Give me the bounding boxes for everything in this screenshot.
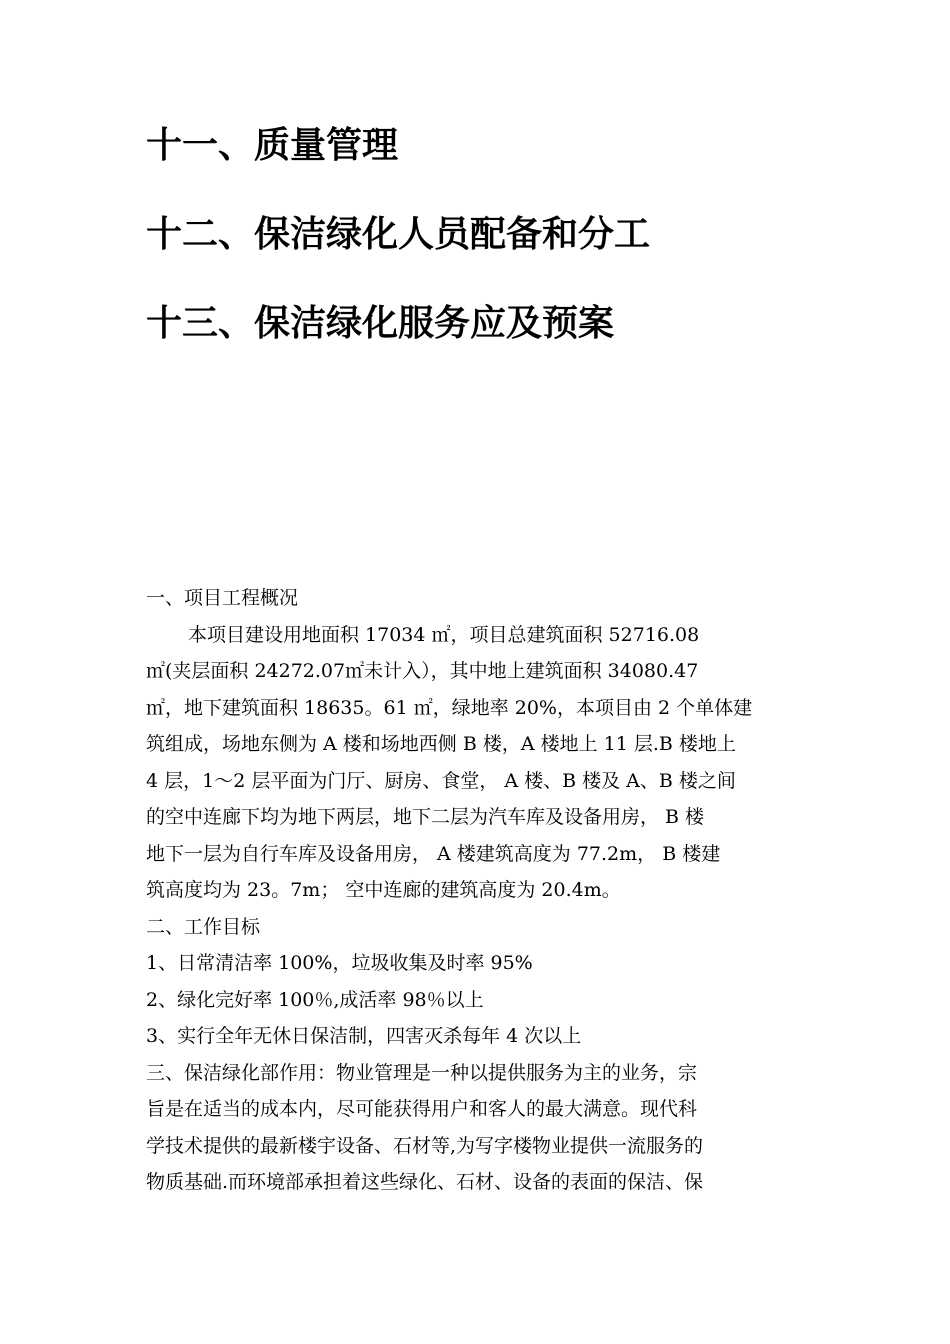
chapter-headings xyxy=(146,124,846,391)
paragraph-line: 筑组成，场地东侧为 A 楼和场地西侧 B 楼，A 楼地上 11 层.B 楼地上 xyxy=(146,733,736,755)
section-3-line: 学技术提供的最新楼宇设备、石材等,为写字楼物业提供一流服务的 xyxy=(146,1134,704,1157)
section-title-work-goals: 二、工作目标 xyxy=(146,915,261,938)
section-3-line: 旨是在适当的成本内，尽可能获得用户和客人的最大满意。现代科 xyxy=(146,1098,698,1120)
paragraph-line: ㎡(夹层面积 24272.07㎡未计入），其中地上建筑面积 34080.47 xyxy=(146,660,699,682)
section-title-project-overview: 一、项目工程概况 xyxy=(146,587,299,609)
goal-item: 2、绿化完好率 100％,成活率 98％以上 xyxy=(146,988,484,1011)
section-3-line: 三、保洁绿化部作用：物业管理是一种以提供服务为主的业务，宗 xyxy=(146,1061,698,1084)
paragraph-line: 本项目建设用地面积 17034 ㎡，项目总建筑面积 52716.08 xyxy=(188,623,700,646)
section-3-line: 物质基础.而环境部承担着这些绿化、石材、设备的表面的保洁、保 xyxy=(146,1171,704,1193)
goal-item: 1、日常清洁率 100%，垃圾收集及时率 95% xyxy=(146,952,533,974)
paragraph-line: 的空中连廊下均为地下两层，地下二层为汽车库及设备用房， B 楼 xyxy=(146,806,705,828)
paragraph-line: 4 层，1～2 层平面为门厅、厨房、食堂， A 楼、B 楼及 A、B 楼之间 xyxy=(146,769,736,792)
body-text xyxy=(146,580,806,1201)
paragraph-line: 地下一层为自行车库及设备用房， A 楼建筑高度为 77.2m， B 楼建 xyxy=(146,842,721,865)
heading-quality-management: 十一、质量管理 xyxy=(146,125,399,166)
goal-item: 3、实行全年无休日保洁制，四害灭杀每年 4 次以上 xyxy=(146,1025,582,1047)
heading-staffing: 十二、保洁绿化人员配备和分工 xyxy=(146,214,651,255)
paragraph-line: ㎡，地下建筑面积 18635。61 ㎡，绿地率 20%，本项目由 2 个单体建 xyxy=(146,696,753,719)
paragraph-line: 筑高度均为 23。7m； 空中连廊的建筑高度为 20.4m。 xyxy=(146,879,621,901)
heading-service-plan: 十三、保洁绿化服务应及预案 xyxy=(146,303,615,344)
